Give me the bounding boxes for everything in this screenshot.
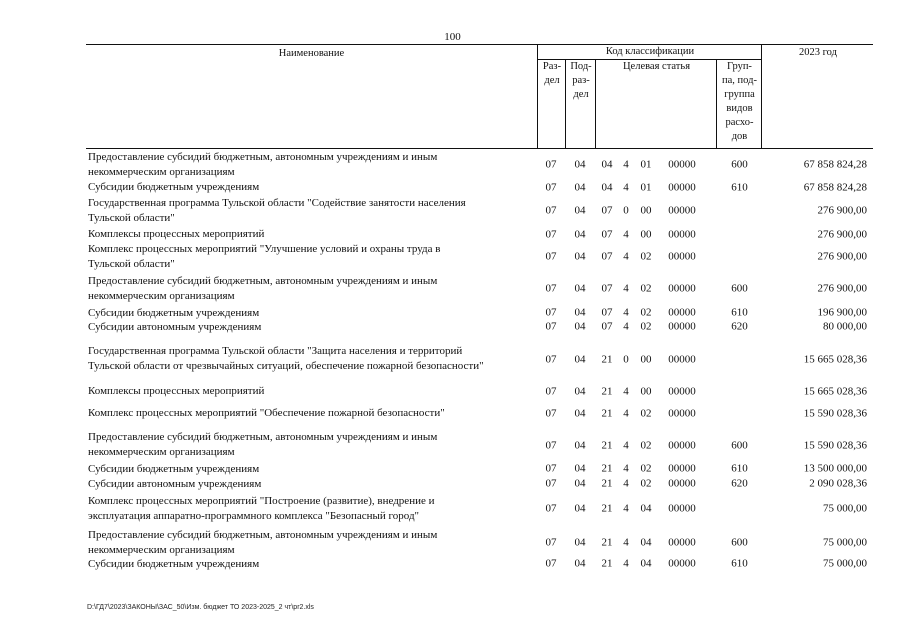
header-group-line: расхо- <box>725 117 754 128</box>
cell-razdel: 07 <box>545 353 557 366</box>
cell-cs1: 07 <box>601 282 613 295</box>
cell-cs1: 21 <box>601 439 613 452</box>
header-group-line: группа <box>724 89 755 100</box>
cell-cs3: 04 <box>640 502 652 515</box>
cell-amount: 276 900,00 <box>817 204 867 217</box>
table-header <box>86 44 873 149</box>
row-name-line: Государственная программа Тульской области "Содействие занятости населения <box>88 197 466 209</box>
row-name <box>88 274 536 304</box>
cell-group: 610 <box>731 181 748 193</box>
cell-cs3: 02 <box>640 407 652 419</box>
row-name <box>88 242 536 272</box>
cell-podrazdel: 04 <box>574 250 586 263</box>
row-name-line: Комплекс процессных мероприятий "Обеспечение пожарной безопасности" <box>88 407 445 419</box>
table-row <box>86 557 873 571</box>
row-name <box>88 196 536 226</box>
cell-cs2: 4 <box>623 407 629 419</box>
cell-amount: 2 090 028,36 <box>809 477 867 490</box>
row-name-line: Государственная программа Тульской области "Защита населения и территорий <box>88 345 463 357</box>
header-razdel-line: дел <box>544 75 560 86</box>
cell-cs4: 00000 <box>668 204 696 217</box>
cell-group: 600 <box>731 158 748 171</box>
cell-cs2: 4 <box>623 536 629 549</box>
cell-podrazdel: 04 <box>574 320 586 333</box>
cell-razdel: 07 <box>545 407 557 419</box>
header-group-line: видов <box>726 103 753 114</box>
cell-cs4: 00000 <box>668 181 696 193</box>
cell-cs2: 4 <box>623 228 629 240</box>
row-name <box>88 528 536 558</box>
table-row <box>86 384 873 399</box>
cell-podrazdel: 04 <box>574 502 586 515</box>
row-name <box>88 430 536 460</box>
row-name <box>88 406 536 421</box>
table-row <box>86 528 873 558</box>
cell-cs1: 07 <box>601 250 613 263</box>
row-name <box>88 227 536 242</box>
cell-amount: 15 665 028,36 <box>803 353 867 366</box>
header-name: Наименование <box>278 48 345 59</box>
cell-cs3: 04 <box>640 536 652 549</box>
cell-cs2: 4 <box>623 158 629 171</box>
cell-cs4: 00000 <box>668 502 696 515</box>
cell-cs4: 00000 <box>668 536 696 549</box>
cell-cs3: 01 <box>640 158 652 171</box>
cell-razdel: 07 <box>545 306 557 319</box>
cell-podrazdel: 04 <box>574 557 586 570</box>
cell-cs4: 00000 <box>668 462 696 475</box>
cell-cs4: 00000 <box>668 407 696 419</box>
cell-podrazdel: 04 <box>574 282 586 295</box>
table-row <box>86 430 873 462</box>
cell-cs4: 00000 <box>668 320 696 333</box>
cell-cs3: 01 <box>640 181 652 193</box>
cell-cs1: 21 <box>601 462 613 475</box>
cell-cs1: 07 <box>601 204 613 217</box>
cell-cs3: 00 <box>640 228 652 240</box>
row-name-line: некоммерческим организациям <box>88 166 235 178</box>
cell-group: 620 <box>731 477 748 490</box>
row-name-line: Комплекс процессных мероприятий "Улучшение условий и охраны труда в <box>88 243 441 255</box>
cell-podrazdel: 04 <box>574 407 586 419</box>
cell-podrazdel: 04 <box>574 385 586 397</box>
cell-podrazdel: 04 <box>574 536 586 549</box>
table-row <box>86 242 873 272</box>
cell-cs2: 4 <box>623 250 629 263</box>
table-row <box>86 227 873 242</box>
row-name-line: Субсидии бюджетным учреждениям <box>88 181 260 193</box>
cell-razdel: 07 <box>545 204 557 217</box>
cell-razdel: 07 <box>545 462 557 475</box>
cell-cs2: 4 <box>623 477 629 490</box>
row-name <box>88 180 536 195</box>
table-row <box>86 344 873 376</box>
cell-cs1: 07 <box>601 320 613 333</box>
table-row <box>86 150 873 180</box>
cell-amount: 13 500 000,00 <box>803 462 867 475</box>
cell-amount: 67 858 824,28 <box>803 181 867 193</box>
cell-podrazdel: 04 <box>574 477 586 490</box>
table-row <box>86 406 873 421</box>
header-year: 2023 год <box>761 45 874 149</box>
cell-cs1: 21 <box>601 385 613 397</box>
cell-cs2: 4 <box>623 462 629 475</box>
cell-cs4: 00000 <box>668 250 696 263</box>
cell-cs3: 02 <box>640 462 652 475</box>
row-name-line: Тульской области" <box>88 212 175 224</box>
row-name <box>88 477 536 492</box>
cell-cs1: 21 <box>601 502 613 515</box>
header-podrazdel-line: дел <box>573 89 589 100</box>
table-row <box>86 274 873 304</box>
row-name <box>88 150 536 180</box>
row-name-line: Комплексы процессных мероприятий <box>88 228 265 240</box>
cell-cs1: 21 <box>601 557 613 570</box>
cell-group: 610 <box>731 462 748 475</box>
cell-cs3: 04 <box>640 557 652 570</box>
table-row <box>86 494 873 524</box>
cell-cs1: 21 <box>601 407 613 419</box>
cell-amount: 196 900,00 <box>817 306 867 319</box>
header-podrazdel <box>565 60 596 148</box>
cell-cs2: 4 <box>623 306 629 319</box>
cell-cs1: 04 <box>601 158 613 171</box>
cell-podrazdel: 04 <box>574 462 586 475</box>
cell-razdel: 07 <box>545 320 557 333</box>
cell-cs2: 4 <box>623 557 629 570</box>
cell-cs4: 00000 <box>668 228 696 240</box>
cell-amount: 15 665 028,36 <box>803 385 867 397</box>
cell-razdel: 07 <box>545 557 557 570</box>
cell-cs1: 21 <box>601 477 613 490</box>
cell-amount: 75 000,00 <box>823 502 867 515</box>
cell-razdel: 07 <box>545 385 557 397</box>
cell-amount: 75 000,00 <box>823 536 867 549</box>
row-name-line: Тульской области" <box>88 258 175 270</box>
table-row <box>86 180 873 195</box>
cell-cs2: 0 <box>623 353 629 366</box>
cell-cs3: 00 <box>640 204 652 217</box>
cell-cs3: 02 <box>640 320 652 333</box>
cell-podrazdel: 04 <box>574 158 586 171</box>
page-number: 100 <box>444 31 461 43</box>
row-name-line: некоммерческим организациям <box>88 290 235 302</box>
row-name-line: эксплуатация аппаратно-программного комплекса "Безопасный город" <box>88 510 420 522</box>
row-name <box>88 320 536 335</box>
header-group-line: дов <box>731 131 748 142</box>
row-name-line: Субсидии бюджетным учреждениям <box>88 307 260 319</box>
cell-amount: 276 900,00 <box>817 228 867 240</box>
cell-cs1: 21 <box>601 353 613 366</box>
cell-cs3: 02 <box>640 306 652 319</box>
cell-cs1: 04 <box>601 181 613 193</box>
cell-razdel: 07 <box>545 439 557 452</box>
row-name <box>88 494 536 524</box>
cell-razdel: 07 <box>545 502 557 515</box>
header-razdel <box>537 60 566 148</box>
cell-cs4: 00000 <box>668 557 696 570</box>
cell-cs2: 4 <box>623 282 629 295</box>
cell-cs3: 02 <box>640 282 652 295</box>
cell-cs2: 4 <box>623 320 629 333</box>
cell-group: 620 <box>731 320 748 333</box>
row-name <box>88 462 536 477</box>
header-group-line: Груп- <box>727 61 752 72</box>
row-name <box>88 384 536 399</box>
cell-cs3: 02 <box>640 250 652 263</box>
cell-group: 600 <box>731 536 748 549</box>
header-razdel-line: Раз- <box>542 61 562 72</box>
cell-podrazdel: 04 <box>574 439 586 452</box>
cell-group: 600 <box>731 439 748 452</box>
row-name-line: Субсидии автономным учреждениям <box>88 321 262 333</box>
cell-amount: 15 590 028,36 <box>803 439 867 452</box>
cell-cs4: 00000 <box>668 306 696 319</box>
header-group-line: па, под- <box>722 75 757 86</box>
header-podrazdel-line: Под- <box>570 61 592 72</box>
row-name-line: Предоставление субсидий бюджетным, автономным учреждениям и иным <box>88 529 438 541</box>
row-name-line: Комплексы процессных мероприятий <box>88 385 265 397</box>
row-name-line: Субсидии бюджетным учреждениям <box>88 558 260 570</box>
cell-cs2: 0 <box>623 204 629 217</box>
file-path-footer: D:\ГД7\2023\ЗАКОНЫ\ЗАС_50\Изм. бюджет ТО 2023-2025_2 чт\pr2.xls <box>87 604 314 611</box>
cell-cs4: 00000 <box>668 477 696 490</box>
cell-cs4: 00000 <box>668 158 696 171</box>
cell-razdel: 07 <box>545 282 557 295</box>
table-row <box>86 320 873 334</box>
cell-podrazdel: 04 <box>574 353 586 366</box>
cell-amount: 80 000,00 <box>823 320 867 333</box>
cell-cs4: 00000 <box>668 282 696 295</box>
cell-razdel: 07 <box>545 536 557 549</box>
cell-cs1: 07 <box>601 306 613 319</box>
cell-cs4: 00000 <box>668 353 696 366</box>
row-name-line: Субсидии бюджетным учреждениям <box>88 463 260 475</box>
cell-amount: 276 900,00 <box>817 282 867 295</box>
cell-cs3: 00 <box>640 385 652 397</box>
row-name <box>88 306 536 321</box>
cell-cs2: 4 <box>623 385 629 397</box>
row-name <box>88 344 536 374</box>
row-name-line: Предоставление субсидий бюджетным, автономным учреждениям и иным <box>88 275 438 287</box>
table-row <box>86 477 873 491</box>
cell-group: 600 <box>731 282 748 295</box>
row-name-line: Тульской области от чрезвычайных ситуаций, обеспечение пожарной безопасности" <box>88 360 484 372</box>
row-name-line: Комплекс процессных мероприятий "Построение (развитие), внедрение и <box>88 495 435 507</box>
cell-razdel: 07 <box>545 228 557 240</box>
row-name-line: Предоставление субсидий бюджетным, автономным учреждениям и иным <box>88 151 438 163</box>
header-target: Целевая статья <box>595 60 717 148</box>
row-name-line: Предоставление субсидий бюджетным, автономным учреждениям и иным <box>88 431 438 443</box>
table-row <box>86 196 873 226</box>
row-name-line: некоммерческим организациям <box>88 446 235 458</box>
cell-podrazdel: 04 <box>574 204 586 217</box>
cell-podrazdel: 04 <box>574 306 586 319</box>
cell-amount: 67 858 824,28 <box>803 158 867 171</box>
cell-cs4: 00000 <box>668 439 696 452</box>
cell-podrazdel: 04 <box>574 228 586 240</box>
cell-amount: 15 590 028,36 <box>803 407 867 419</box>
cell-cs1: 21 <box>601 536 613 549</box>
row-name <box>88 557 536 572</box>
cell-razdel: 07 <box>545 250 557 263</box>
header-classification: Код классификации <box>537 45 762 60</box>
row-name-line: некоммерческим организациям <box>88 544 235 556</box>
cell-group: 610 <box>731 306 748 319</box>
cell-amount: 75 000,00 <box>823 557 867 570</box>
cell-cs3: 02 <box>640 477 652 490</box>
cell-cs3: 00 <box>640 353 652 366</box>
cell-group: 610 <box>731 557 748 570</box>
cell-razdel: 07 <box>545 477 557 490</box>
cell-cs2: 4 <box>623 502 629 515</box>
cell-amount: 276 900,00 <box>817 250 867 263</box>
table-row <box>86 462 873 476</box>
cell-razdel: 07 <box>545 181 557 193</box>
header-group <box>716 60 762 148</box>
cell-cs2: 4 <box>623 439 629 452</box>
cell-podrazdel: 04 <box>574 181 586 193</box>
cell-cs3: 02 <box>640 439 652 452</box>
cell-cs4: 00000 <box>668 385 696 397</box>
cell-cs2: 4 <box>623 181 629 193</box>
row-name-line: Субсидии автономным учреждениям <box>88 478 262 490</box>
cell-razdel: 07 <box>545 158 557 171</box>
table-row <box>86 306 873 320</box>
header-podrazdel-line: раз- <box>572 75 590 86</box>
cell-cs1: 07 <box>601 228 613 240</box>
